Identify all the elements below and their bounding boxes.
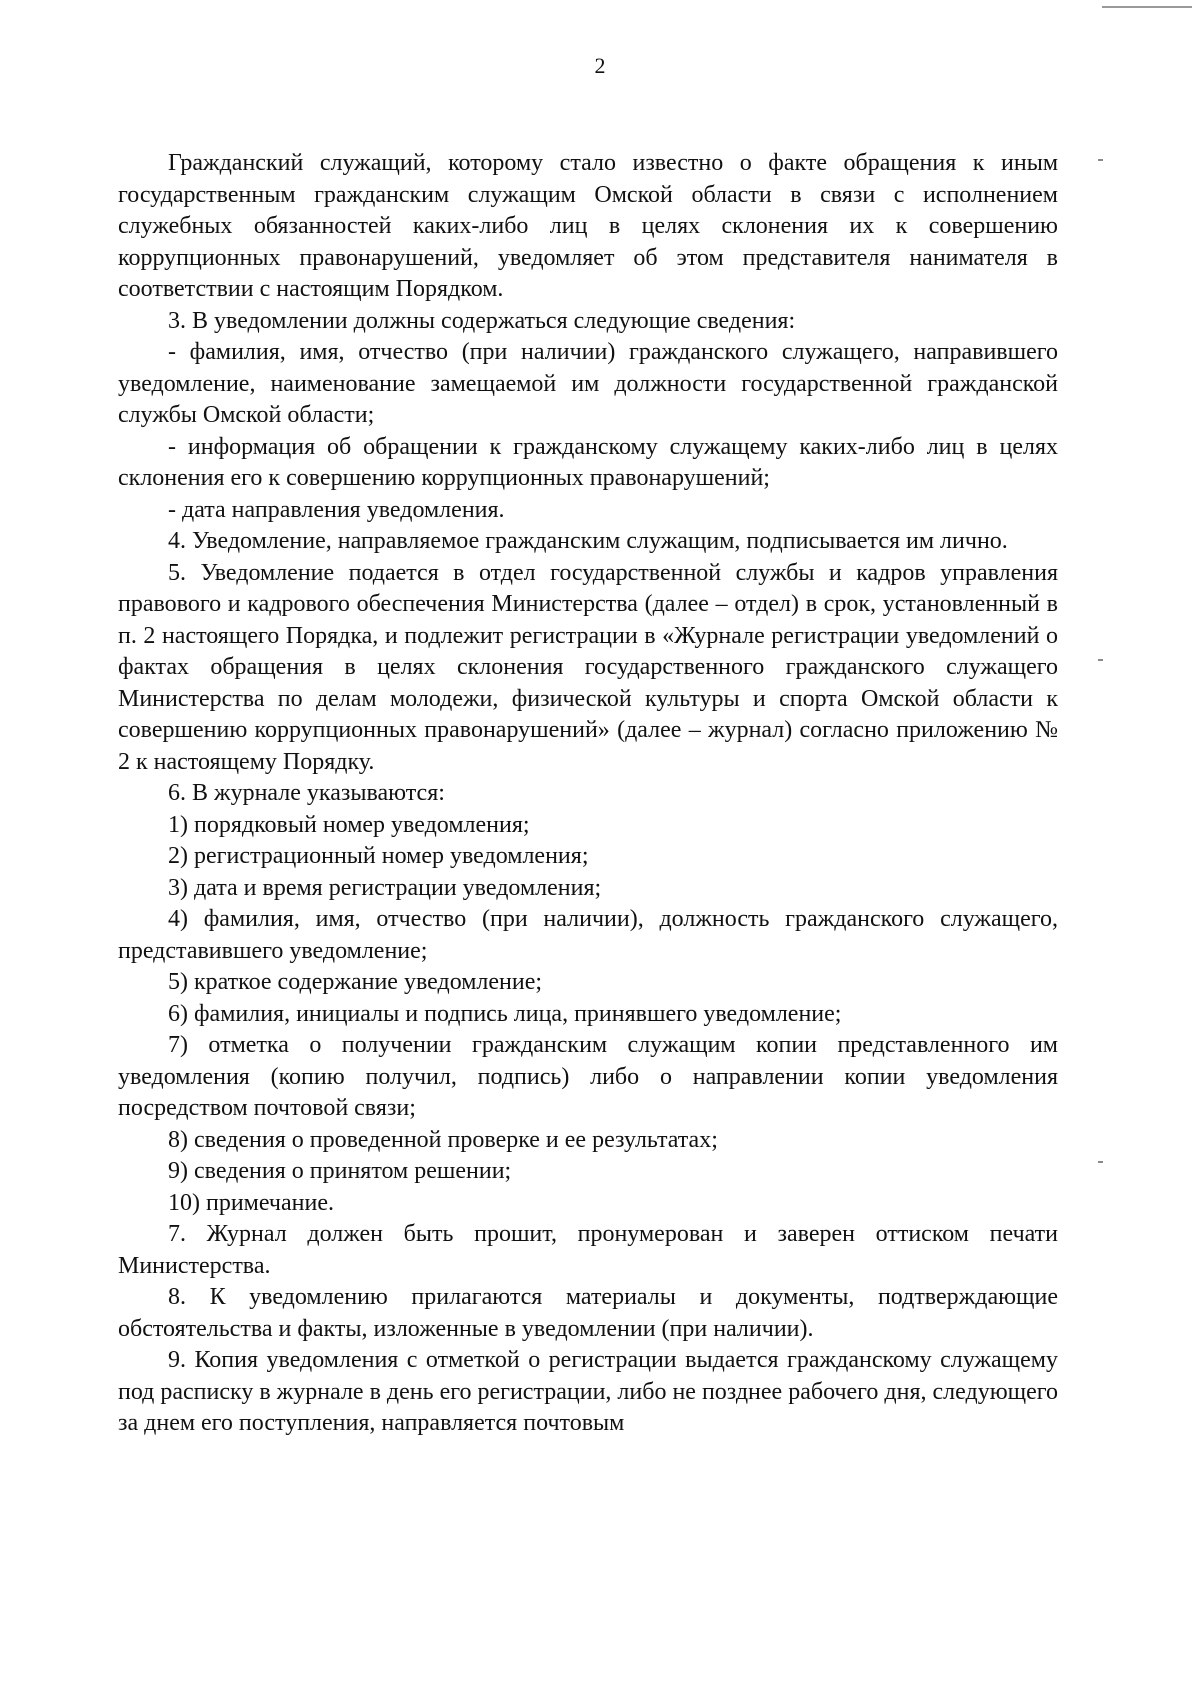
paragraph-intro: Гражданский служащий, которому стало известно о факте обращения к иным государственным гражданским служащим Омской области в связи с исполнением служебных обязанностей каких-либо лиц в целях склонения их к совершению коррупционных правонарушений, уведомляет об этом представителя нанимателя в соответствии с настоящим Порядком.: [118, 150, 1058, 302]
page-number: 2: [594, 53, 606, 78]
document-body: [118, 148, 1058, 1440]
journal-field-9: 9) сведения о принятом решении;: [168, 1158, 512, 1184]
scan-speck: [1098, 1161, 1103, 1163]
journal-field-4: 4) фамилия, имя, отчество (при наличии), должность гражданского служащего, представившего уведомление;: [118, 906, 1058, 964]
journal-field-6: 6) фамилия, инициалы и подпись лица, принявшего уведомление;: [168, 1000, 842, 1027]
paragraph-item-3: 3. В уведомлении должны содержаться следующие сведения:: [168, 307, 796, 334]
paragraph-item-4: 4. Уведомление, направляемое гражданским служащим, подписывается им лично.: [168, 528, 1008, 554]
paragraph-item-9: 9. Копия уведомления с отметкой о регистрации выдается гражданскому служащему под расписку в журнале в день его регистрации, либо не позднее рабочего дня, следующего за днем его поступления, направляется почтовым: [118, 1347, 1058, 1436]
journal-field-8: 8) сведения о проведенной проверке и ее результатах;: [168, 1126, 718, 1153]
journal-field-1: 1) порядковый номер уведомления;: [168, 811, 530, 838]
paragraph-item-5: 5. Уведомление подается в отдел государственной службы и кадров управления правового и кадрового обеспечения Министерства (далее – отдел) в срок, установленный в п. 2 настоящего Порядка, и подлежит регистрации в «Журнале регистрации уведомлений о фактах обращения в целях склонения государственного гражданского служащего Министерства по делам молодежи, физической культуры и спорта Омской области к совершению коррупционных правонарушений» (далее – журнал) согласно приложению № 2 к настоящему Порядку.: [118, 559, 1058, 775]
list-item-info: - информация об обращении к гражданскому служащему каких-либо лиц в целях склонения его к совершению коррупционных правонарушений;: [118, 433, 1058, 491]
scan-edge-line: [1102, 6, 1192, 8]
list-item-name: - фамилия, имя, отчество (при наличии) гражданского служащего, направившего уведомление, наименование замещаемой им должности государственной гражданской службы Омской области;: [118, 339, 1058, 428]
journal-field-10: 10) примечание.: [168, 1189, 334, 1216]
paragraph-item-8: 8. К уведомлению прилагаются материалы и документы, подтверждающие обстоятельства и факты, изложенные в уведомлении (при наличии).: [118, 1284, 1058, 1342]
paragraph-item-6: 6. В журнале указываются:: [168, 780, 445, 806]
scan-speck: [1098, 659, 1103, 661]
scan-speck: [1098, 159, 1103, 161]
journal-field-2: 2) регистрационный номер уведомления;: [168, 843, 589, 869]
journal-field-5: 5) краткое содержание уведомление;: [168, 969, 543, 995]
list-item-date: - дата направления уведомления.: [168, 496, 505, 523]
journal-field-7: 7) отметка о получении гражданским служащим копии представленного им уведомления (копию получил, подпись) либо о направлении копии уведомления посредством почтовой связи;: [118, 1032, 1058, 1121]
paragraph-item-7: 7. Журнал должен быть прошит, пронумерован и заверен оттиском печати Министерства.: [118, 1221, 1058, 1279]
journal-field-3: 3) дата и время регистрации уведомления;: [168, 874, 602, 901]
